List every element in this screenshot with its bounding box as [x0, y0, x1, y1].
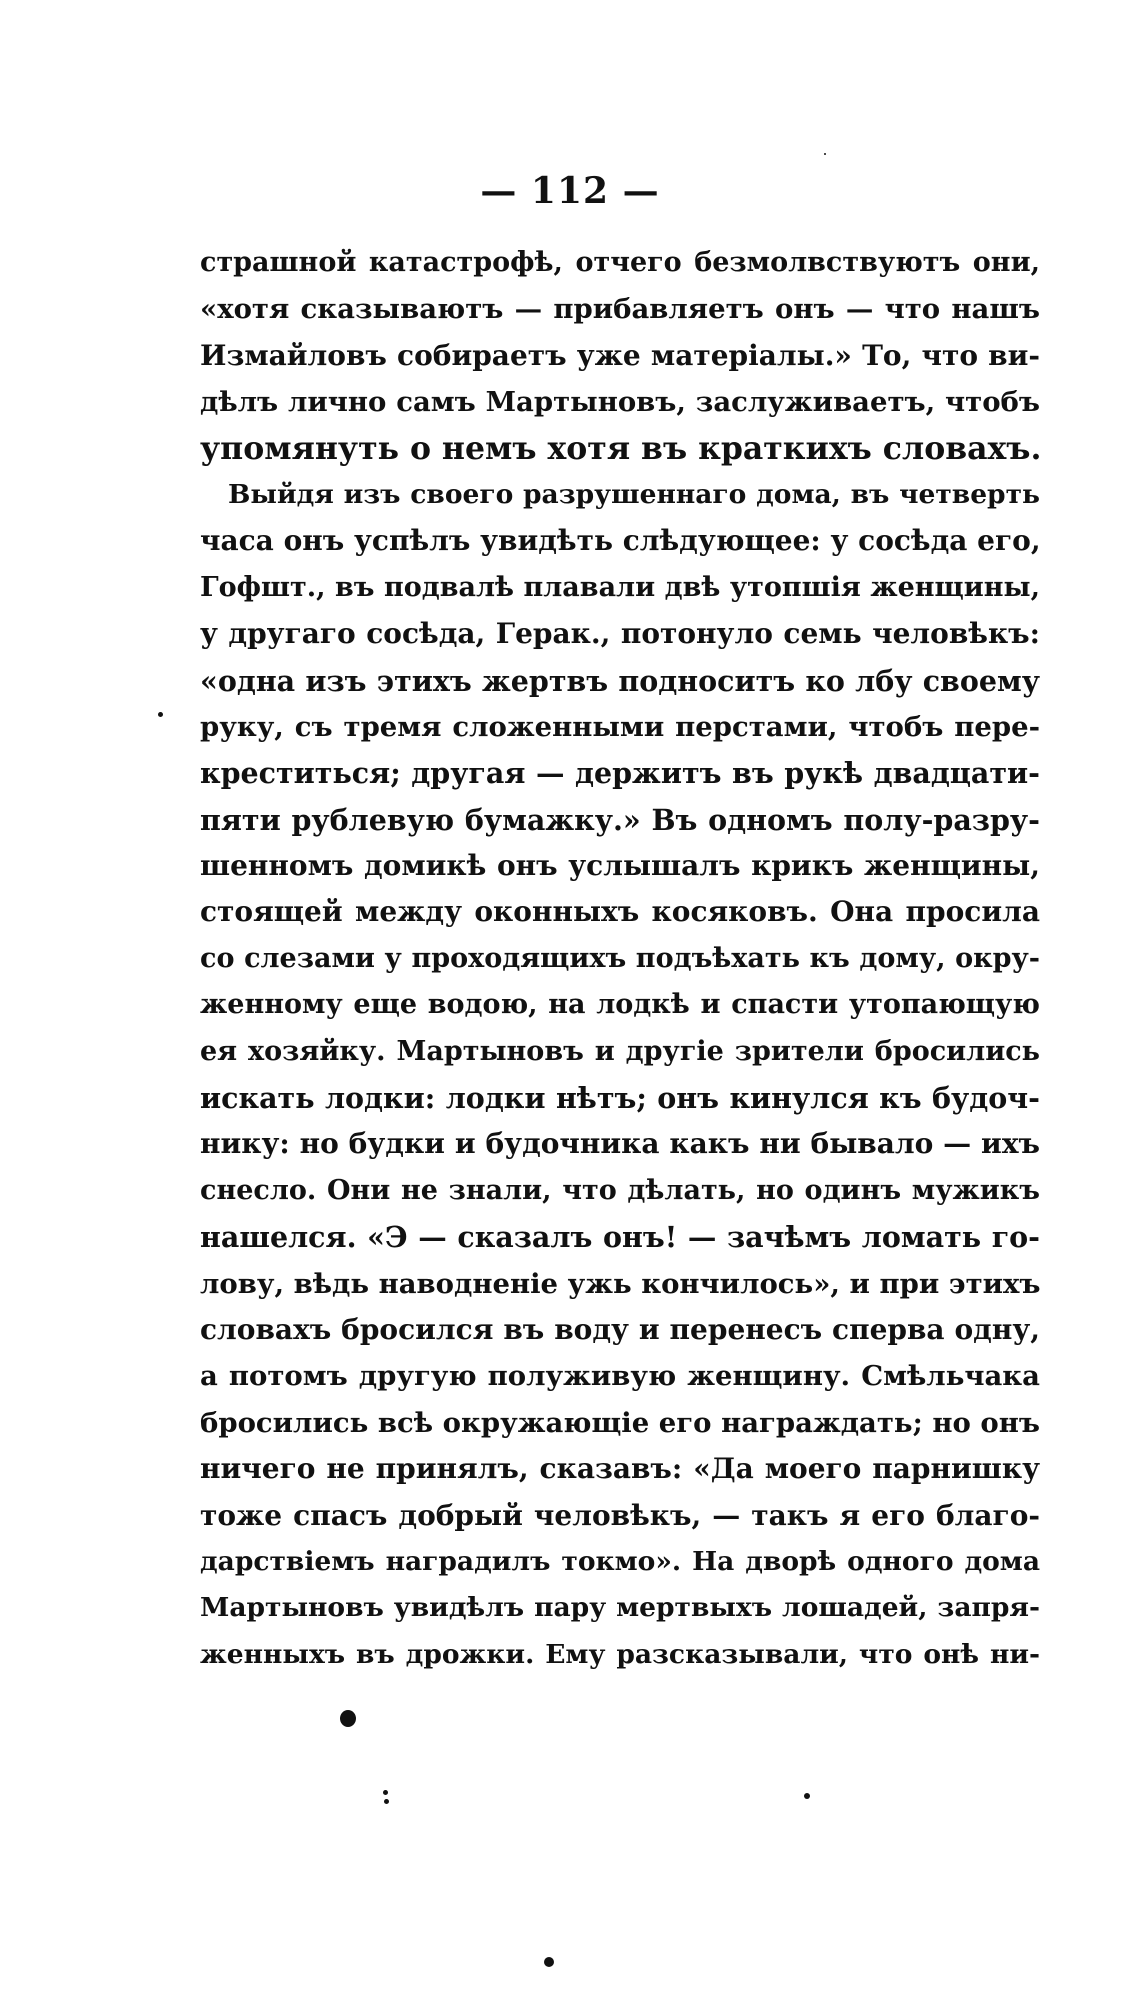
text-line: лову, вѣдь наводненіе ужь кончилось», и при этихъ [200, 1267, 1041, 1300]
text-line: Мартыновъ увидѣлъ пару мертвыхъ лошадей, запря- [200, 1592, 1040, 1624]
ink-speck [383, 1790, 388, 1795]
text-line: женныхъ въ дрожки. Ему разсказывали, что онѣ ни- [200, 1638, 1040, 1670]
text-line: стоящей между оконныхъ косяковъ. Она просила [200, 895, 1040, 929]
text-line: нику: но будки и будочника какъ ни бывало — ихъ [200, 1127, 1040, 1161]
text-line: женному еще водою, на лодкѣ и спасти утопающую [200, 989, 1040, 1021]
text-line: страшной катастрофѣ, отчего безмолвствуютъ они, [200, 247, 1040, 278]
text-line: руку, съ тремя сложенными перстами, чтобъ пере- [200, 710, 1040, 743]
text-line: бросились всѣ окружающіе его награждать; но онъ [200, 1406, 1040, 1439]
ink-speck [340, 1710, 356, 1727]
text-line: пяти рублевую бумажку.» Въ одномъ полу-разру- [200, 802, 1040, 837]
ink-speck [804, 1793, 810, 1799]
ink-speck [544, 1957, 554, 1967]
ink-speck [158, 712, 163, 717]
text-line: креститься; другая — держитъ въ рукѣ двадцати- [200, 756, 1040, 791]
ink-speck [824, 153, 826, 155]
text-line: а потомъ другую полуживую женщину. Смѣльчака [200, 1360, 1040, 1393]
text-line: «хотя сказываютъ — прибавляетъ онъ — что нашъ [200, 293, 1040, 326]
text-line: дарствіемъ наградилъ токмо». На дворѣ одного дома [200, 1545, 1040, 1577]
text-line: словахъ бросился въ воду и перенесъ сперва одну, [200, 1312, 1040, 1346]
text-line: ничего не принялъ, сказавъ: «Да моего парнишку [200, 1452, 1040, 1486]
text-line: у другаго сосѣда, Герак., потонуло семь человѣкъ: [200, 617, 1040, 651]
text-line: дѣлъ лично самъ Мартыновъ, заслуживаетъ, чтобъ [200, 386, 1040, 419]
paragraph-start-line: Выйдя изъ своего разрушеннаго дома, въ четверть [228, 478, 1040, 510]
text-line: тоже спасъ добрый человѣкъ, — такъ я его благо- [200, 1498, 1040, 1532]
text-line: ея хозяйку. Мартыновъ и другіе зрители бросились [200, 1035, 1040, 1067]
text-line: упомянуть о немъ хотя въ краткихъ словахъ. [200, 429, 1042, 467]
text-line: нашелся. «Э — сказалъ онъ! — зачѣмъ ломать го- [200, 1220, 1040, 1255]
text-line: часа онъ успѣлъ увидѣть слѣдующее: у сосѣда его, [200, 524, 1041, 558]
text-line: искать лодки: лодки нѣтъ; онъ кинулся къ будоч- [200, 1081, 1040, 1116]
page-number: — 112 — [480, 170, 660, 212]
text-line: Измайловъ собираетъ уже матеріалы.» То, что ви- [200, 338, 1040, 372]
text-line: со слезами у проходящихъ подъѣхать къ дому, окру- [200, 942, 1040, 974]
body-text [200, 240, 1040, 1678]
ink-speck [384, 1799, 389, 1804]
text-line: Гофшт., въ подвалѣ плавали двѣ утопшія женщины, [200, 571, 1040, 603]
text-line: снесло. Они не знали, что дѣлать, но одинъ мужикъ [200, 1174, 1040, 1206]
text-line: «одна изъ этихъ жертвъ подноситъ ко лбу своему [200, 663, 1040, 698]
text-line: шенномъ домикѣ онъ услышалъ крикъ женщины, [200, 849, 1040, 883]
